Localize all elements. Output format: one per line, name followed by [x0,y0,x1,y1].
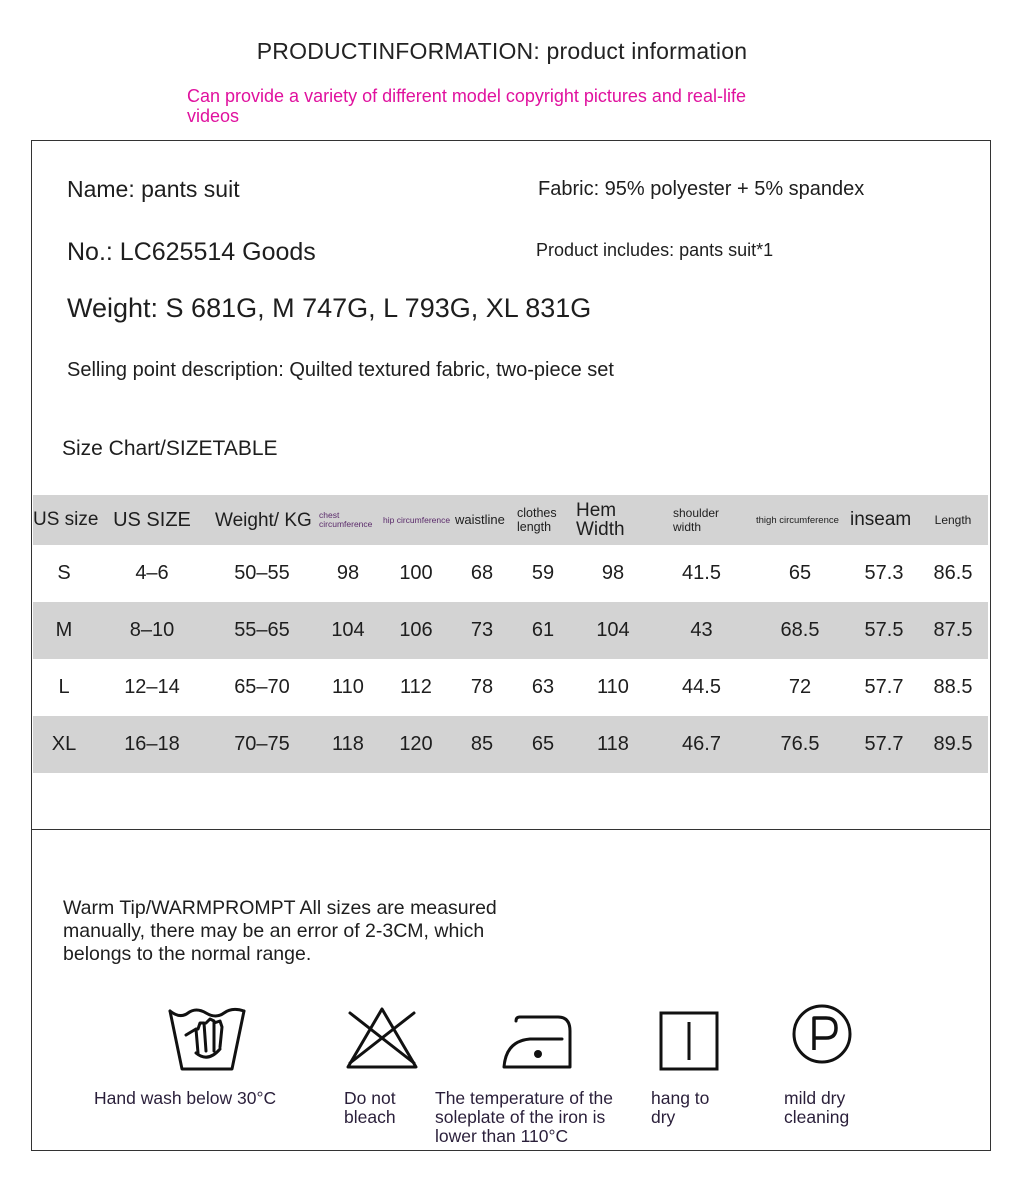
table-cell: 57.5 [864,619,904,641]
table-row [33,545,988,602]
table-cell: 41.5 [682,562,721,584]
table-cell: 57.7 [864,733,904,755]
product-includes: Product includes: pants suit*1 [536,240,774,260]
table-cell: 65 [788,562,812,584]
table-cell: 57.7 [864,676,904,698]
table-cell: 65–70 [234,676,290,698]
table-row [33,716,988,773]
product-fabric: Fabric: 95% polyester + 5% spandex [538,178,865,200]
dry-clean-p-icon [790,1002,854,1066]
table-cell: L [58,676,70,698]
table-cell: 46.7 [682,733,721,755]
header-cell: US size [33,509,99,530]
table-cell: S [57,562,71,584]
table-cell: 120 [399,733,433,755]
table-cell: 87.5 [933,619,973,641]
table-cell: 76.5 [780,733,820,755]
table-cell: 88.5 [933,676,973,698]
table-cell: 104 [331,619,365,641]
table-cell: 118 [597,733,629,755]
header-cell: Weight/ KG [215,509,312,531]
size-chart-title: Size Chart/SIZETABLE [62,437,278,460]
table-cell: 98 [336,562,360,584]
table-cell: 73 [470,619,494,641]
table-cell: 100 [399,562,433,584]
header-cell: waistline [455,512,505,527]
header-cell: shoulder width [673,506,720,534]
care-label: hang to dry [651,1088,710,1127]
table-cell: 44.5 [682,676,721,698]
page-title: PRODUCTINFORMATION: product information [256,38,748,64]
table-cell: 43 [690,619,713,641]
care-label: Do not bleach [344,1088,396,1127]
table-cell: 98 [601,562,625,584]
table-cell: 4–6 [135,562,169,584]
warm-tip: Warm Tip/WARMPROMPT All sizes are measured manually, there may be an error of 2-3CM, which belongs to the normal range. [63,897,497,965]
table-cell: 57.3 [864,562,904,584]
table-cell: 61 [531,619,555,641]
care-label: Hand wash below 30°C [94,1088,277,1108]
header-cell: chest circumference [319,510,373,529]
do-not-bleach-icon [344,1005,420,1071]
hang-dry-icon [658,1010,720,1072]
table-cell: 55–65 [234,619,290,641]
table-cell: 12–14 [124,676,180,698]
care-label: The temperature of the soleplate of the iron is lower than 110°C [435,1088,614,1146]
header-cell: clothes length [517,506,557,534]
table-cell: 106 [399,619,433,641]
header-cell: Length [934,513,972,527]
table-cell: 78 [470,676,494,698]
table-cell: 50–55 [234,562,290,584]
header-cell: thigh circumference [756,514,839,526]
product-number: No.: LC625514 Goods [67,238,316,266]
header-cell: hip circumference [383,514,451,525]
table-cell: 68.5 [780,619,820,641]
table-cell: M [55,619,73,641]
table-cell: 70–75 [234,733,290,755]
care-label: mild dry cleaning [784,1088,850,1127]
iron-low-heat-icon [500,1011,576,1071]
table-row [33,659,988,716]
table-row [33,602,988,659]
table-cell: 112 [400,676,432,698]
table-cell: 72 [788,676,812,698]
table-cell: 110 [597,676,629,698]
header-cell: Hem Width [576,500,625,540]
table-cell: 65 [531,733,555,755]
table-header-row [33,495,988,545]
table-cell: 85 [470,733,494,755]
table-cell: 110 [332,676,364,698]
table-cell: 16–18 [124,733,180,755]
table-cell: 68 [470,562,494,584]
header-cell: inseam [850,509,912,530]
header-cell: US SIZE [113,508,191,531]
table-cell: 104 [596,619,630,641]
product-name: Name: pants suit [67,176,240,202]
size-table [33,495,988,773]
table-cell: 63 [531,676,555,698]
table-cell: XL [51,733,77,755]
table-cell: 118 [332,733,364,755]
table-cell: 86.5 [933,562,973,584]
hand-wash-icon [166,1005,248,1075]
selling-point: Selling point description: Quilted textured fabric, two-piece set [67,359,614,381]
table-cell: 59 [531,562,555,584]
table-cell: 8–10 [129,619,175,641]
product-weight: Weight: S 681G, M 747G, L 793G, XL 831G [67,293,592,323]
table-cell: 89.5 [933,733,973,755]
copyright-note: Can provide a variety of different model copyright pictures and real-life videos [187,86,746,126]
